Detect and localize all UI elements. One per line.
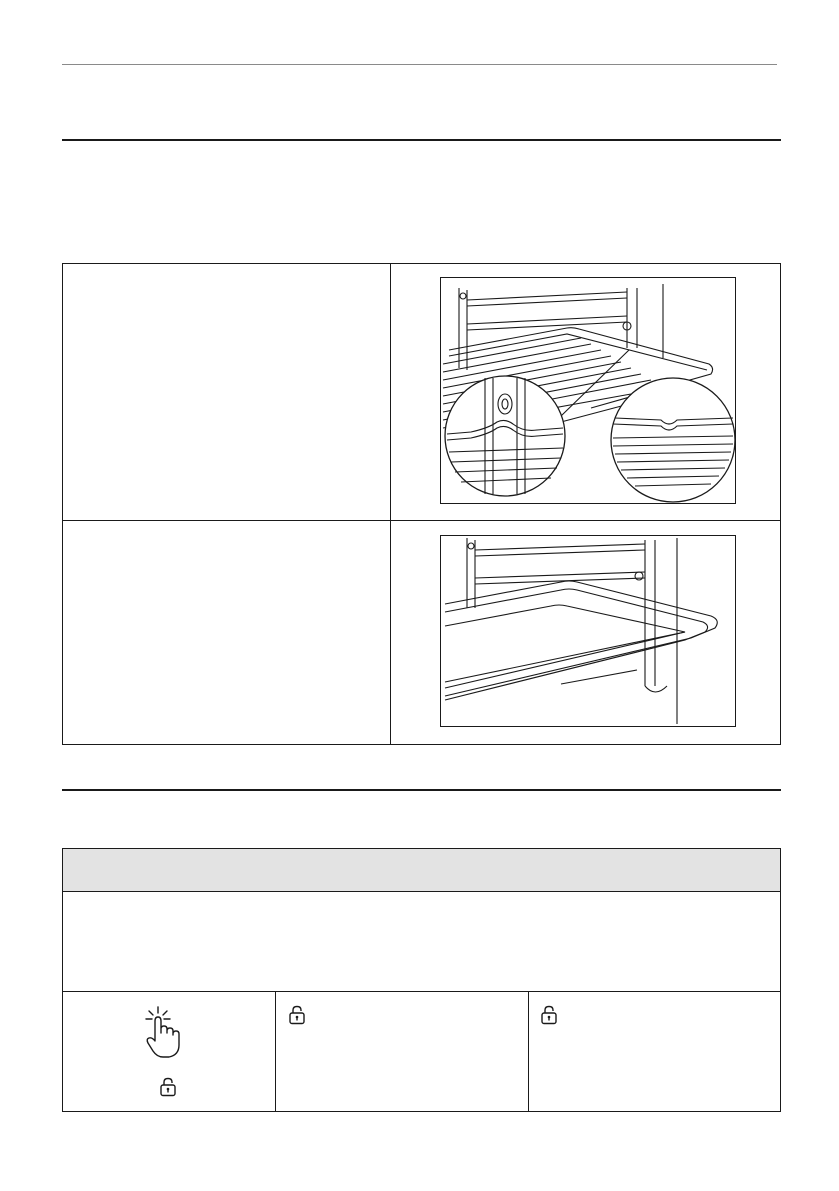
lock-icon [159, 1077, 177, 1097]
lock-table-header [63, 849, 780, 892]
table-row-divider [63, 520, 780, 521]
wire-shelf-illustration [440, 277, 736, 504]
lock-table [62, 848, 781, 1112]
table-row-2-text [69, 526, 383, 740]
lock-table-col-divider-1 [275, 991, 276, 1112]
lock-icon [540, 1005, 558, 1025]
wire-shelf-drawing [441, 278, 735, 503]
lock-table-row-divider [63, 991, 780, 992]
table-row-1-text [69, 270, 383, 510]
lock-table-description [71, 901, 771, 981]
section-rule-child-lock [62, 789, 781, 791]
table-column-divider [390, 264, 391, 744]
header-rule [62, 64, 777, 65]
lock-col-2-text [313, 1005, 513, 1095]
lock-icon [288, 1005, 306, 1025]
baking-tray-illustration [440, 535, 736, 727]
accessories-table [62, 263, 781, 745]
touch-hand-icon [143, 1005, 193, 1059]
section-rule-accessories [62, 139, 781, 141]
lock-col-3-text [565, 1005, 765, 1095]
baking-tray-drawing [441, 536, 735, 726]
lock-table-col-divider-2 [528, 991, 529, 1112]
